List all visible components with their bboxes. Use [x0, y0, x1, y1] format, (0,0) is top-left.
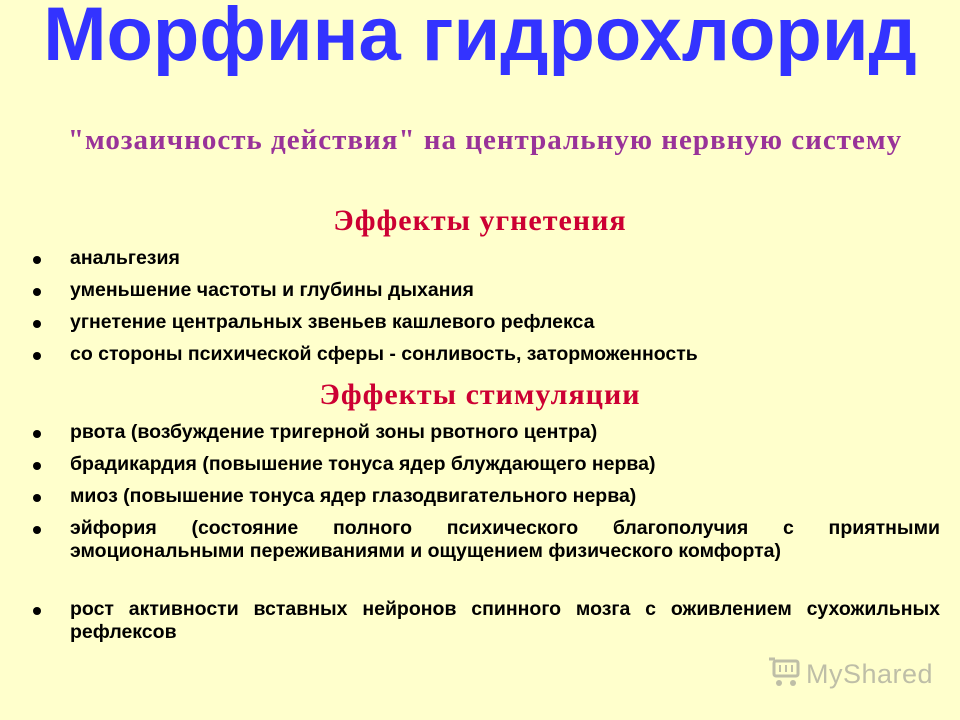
list-item-text: эйфория (состояние полного психического благополучия с приятными эмоциональными переживаниями и ощущением физического комфорта) [70, 517, 940, 562]
list-item [30, 485, 940, 517]
section-heading-stimulation: Эффекты стимуляции [319, 378, 641, 411]
list-item [30, 343, 940, 375]
list-item-text: анальгезия [70, 247, 180, 269]
list-item [30, 279, 940, 311]
list-item-text: рвота (возбуждение тригерной зоны рвотного центра) [70, 421, 598, 443]
bullet-icon [33, 320, 41, 328]
list-item-text: миоз (повышение тонуса ядер глазодвигательного нерва) [70, 485, 637, 507]
shopping-cart-icon [768, 656, 802, 693]
list-item [30, 598, 940, 654]
stimulation-effects-list [30, 421, 940, 654]
section-heading-depression: Эффекты угнетения [333, 204, 627, 237]
myshared-watermark [768, 656, 933, 692]
list-item [30, 517, 940, 598]
list-item-text: со стороны психической сферы - сонливость, заторможенность [70, 343, 698, 365]
list-item-text: уменьшение частоты и глубины дыхания [70, 279, 474, 301]
list-item [30, 247, 940, 279]
list-item-text: угнетение центральных звеньев кашлевого рефлекса [70, 311, 595, 333]
list-item-text: брадикардия (повышение тонуса ядер блуждающего нерва) [70, 453, 656, 475]
list-item [30, 421, 940, 453]
list-item [30, 311, 940, 343]
bullet-icon [33, 256, 41, 264]
bullet-icon [33, 526, 41, 534]
bullet-icon [33, 430, 41, 438]
bullet-icon [33, 462, 41, 470]
bullet-icon [33, 352, 41, 360]
list-item-text: рост активности вставных нейронов спинного мозга с оживлением сухожильных рефлексов [70, 598, 940, 643]
list-item [30, 453, 940, 485]
slide-title: Морфина гидрохлорид [43, 0, 917, 77]
bullet-icon [33, 607, 41, 615]
bullet-icon [33, 494, 41, 502]
bullet-icon [33, 288, 41, 296]
watermark-text: MyShared [806, 658, 934, 689]
depression-effects-list [30, 247, 940, 375]
slide-subtitle: "мозаичность действия" на центральную нервную систему [67, 124, 903, 156]
